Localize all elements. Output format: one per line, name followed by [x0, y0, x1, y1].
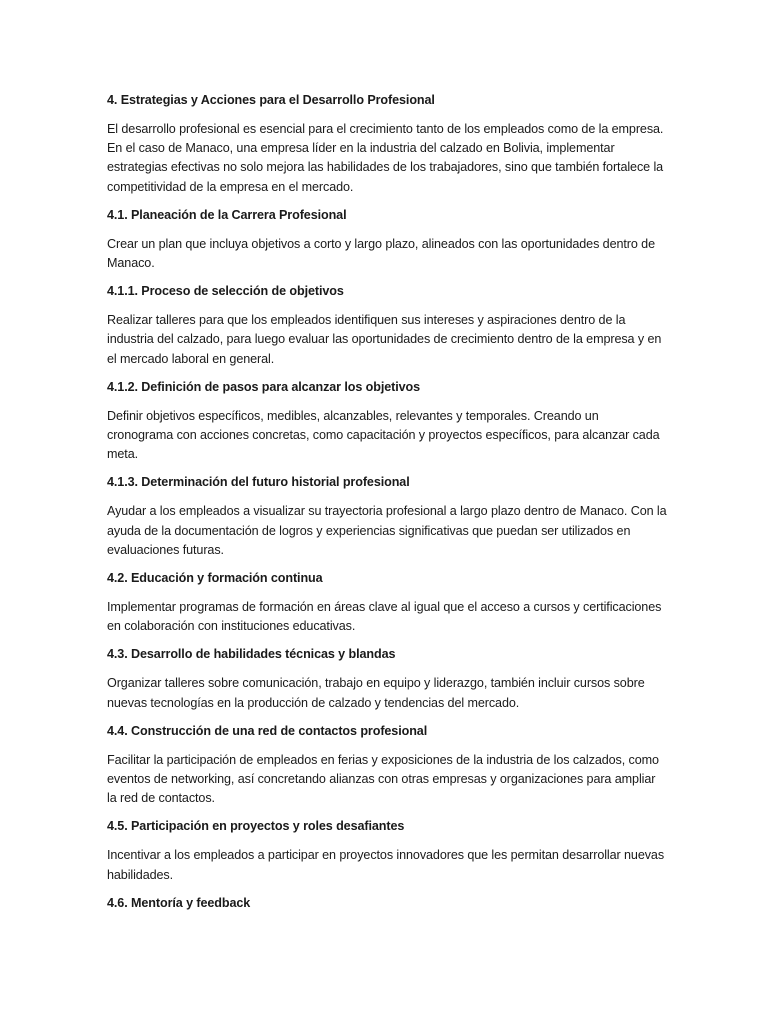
section-paragraph: Crear un plan que incluya objetivos a corto y largo plazo, alineados con las oportunidades dentro de Manaco. — [107, 236, 655, 271]
section-paragraph: Implementar programas de formación en áreas clave al igual que el acceso a cursos y certificaciones en colaboración con instituciones educativas. — [107, 600, 662, 634]
section-heading: 4.3. Desarrollo de habilidades técnicas y blandas — [107, 647, 396, 662]
section-paragraph: Facilitar la participación de empleados en ferias y exposiciones de la industria de los calzados, como eventos de networking, así concretando alianzas con otras empresas y organizaciones para ampliar la red de contactos. — [107, 752, 659, 806]
section-heading: 4.6. Mentoría y feedback — [107, 895, 251, 910]
section-heading: 4.1.3. Determinación del futuro historial profesional — [107, 475, 410, 490]
section-heading: 4.1.1. Proceso de selección de objetivos — [107, 284, 344, 299]
section-heading: 4.2. Educación y formación continua — [107, 571, 323, 586]
section-paragraph: Ayudar a los empleados a visualizar su trayectoria profesional a largo plazo dentro de Manaco. Con la ayuda de la documentación de logros y experiencias significativas que puedan ser utilizados en evaluaciones futuras. — [107, 504, 667, 557]
section-heading: 4.5. Participación en proyectos y roles desafiantes — [107, 819, 405, 834]
section-heading: 4.1. Planeación de la Carrera Profesional — [107, 207, 347, 222]
section-heading: 4.1.2. Definición de pasos para alcanzar los objetivos — [107, 379, 421, 394]
section-heading: 4. Estrategias y Acciones para el Desarrollo Profesional — [107, 93, 435, 107]
section-paragraph: Organizar talleres sobre comunicación, trabajo en equipo y liderazgo, también incluir cursos sobre nuevas tecnologías en la producción de calzado y tendencias del mercado. — [107, 676, 645, 710]
section-paragraph: El desarrollo profesional es esencial para el crecimiento tanto de los empleados como de la empresa. En el caso de Manaco, una empresa líder en la industria del calzado en Bolivia, implementar estrategias efectivas no solo mejora las habilidades de los trabajadores, sino que también fortalece la competitividad de la empresa en el mercado. — [107, 122, 664, 194]
section-paragraph: Definir objetivos específicos, medibles, alcanzables, relevantes y temporales. Creando un cronograma con acciones concretas, como capacitación y proyectos específicos, para alcanzar cada meta. — [107, 408, 660, 462]
section-paragraph: Incentivar a los empleados a participar en proyectos innovadores que les permitan desarrollar nuevas habilidades. — [107, 848, 665, 882]
section-paragraph: Realizar talleres para que los empleados identifiquen sus intereses y aspiraciones dentro de la industria del calzado, para luego evaluar las oportunidades de crecimiento dentro de la empresa y en el mercado laboral en general. — [107, 313, 662, 366]
document-page — [107, 91, 667, 923]
section-heading: 4.4. Construcción de una red de contactos profesional — [107, 723, 428, 738]
